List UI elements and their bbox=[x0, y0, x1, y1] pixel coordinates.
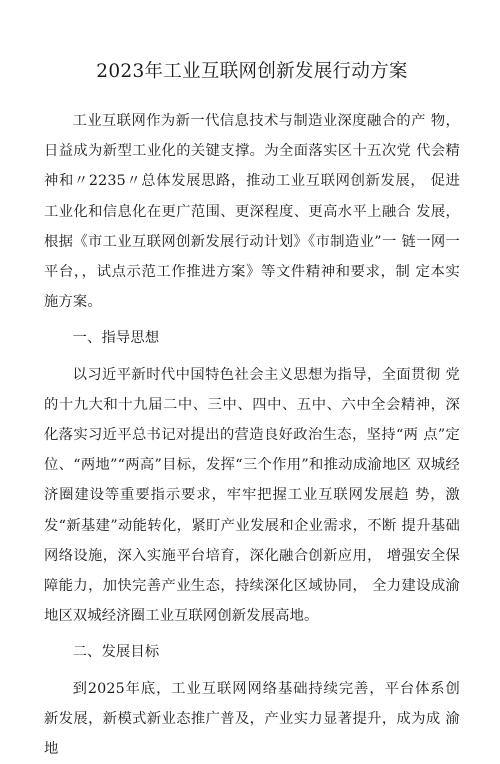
section-heading-guiding-ideology: 一、指导思想 bbox=[72, 330, 160, 347]
document-title: 2023年工业互联网创新发展行动方案 bbox=[96, 61, 408, 82]
guiding-ideology-paragraph: 以习近平新时代中国特色社会主义思想为指导，全面贯彻 党的十九大和十九届二中、三中、四中、五中、六中全会精神，深化落实习近平总书记对提出的营造良好政治生态，坚持“两 点”定位、“两地”“两高”目标，发挥“三个作用”和推动成渝地区 双城经济圈建设等重要指示要求，牢牢把握工业互联网发展趋 势，激发“新基建”动能转化，紧盯产业发展和企业需求，不断 提升基础网络设施，深入实施平台培育，深化融合创新应用， 增强安全保障能力，加快完善产业生态，持续深化区域协同， 全力建设成渝地区双城经济圈工业互联网创新发展高地。 bbox=[44, 366, 460, 625]
section-heading-development-goals: 二、发展目标 bbox=[72, 644, 160, 661]
development-goals-paragraph: 到2025年底，工业互联网网络基础持续完善，平台体系创 新发展，新模式新业态推广普及，产业实力显著提升，成为成 渝地 bbox=[44, 680, 460, 758]
document-body bbox=[44, 106, 460, 764]
intro-paragraph: 工业互联网作为新一代信息技术与制造业深度融合的产 物，日益成为新型工业化的关键支撑。为全面落实区十五次党 代会精神和〃2235〃总体发展思路，推动工业互联网创新发展， 促进工业化和信息化在更广范围、更深程度、更高水平上融合 发展，根据《市工业互联网创新发展行动计划》《市制造业”一 链一网一平台，，试点示范工作推进方案》等文件精神和要求，制 定本实施方案。 bbox=[44, 113, 460, 311]
